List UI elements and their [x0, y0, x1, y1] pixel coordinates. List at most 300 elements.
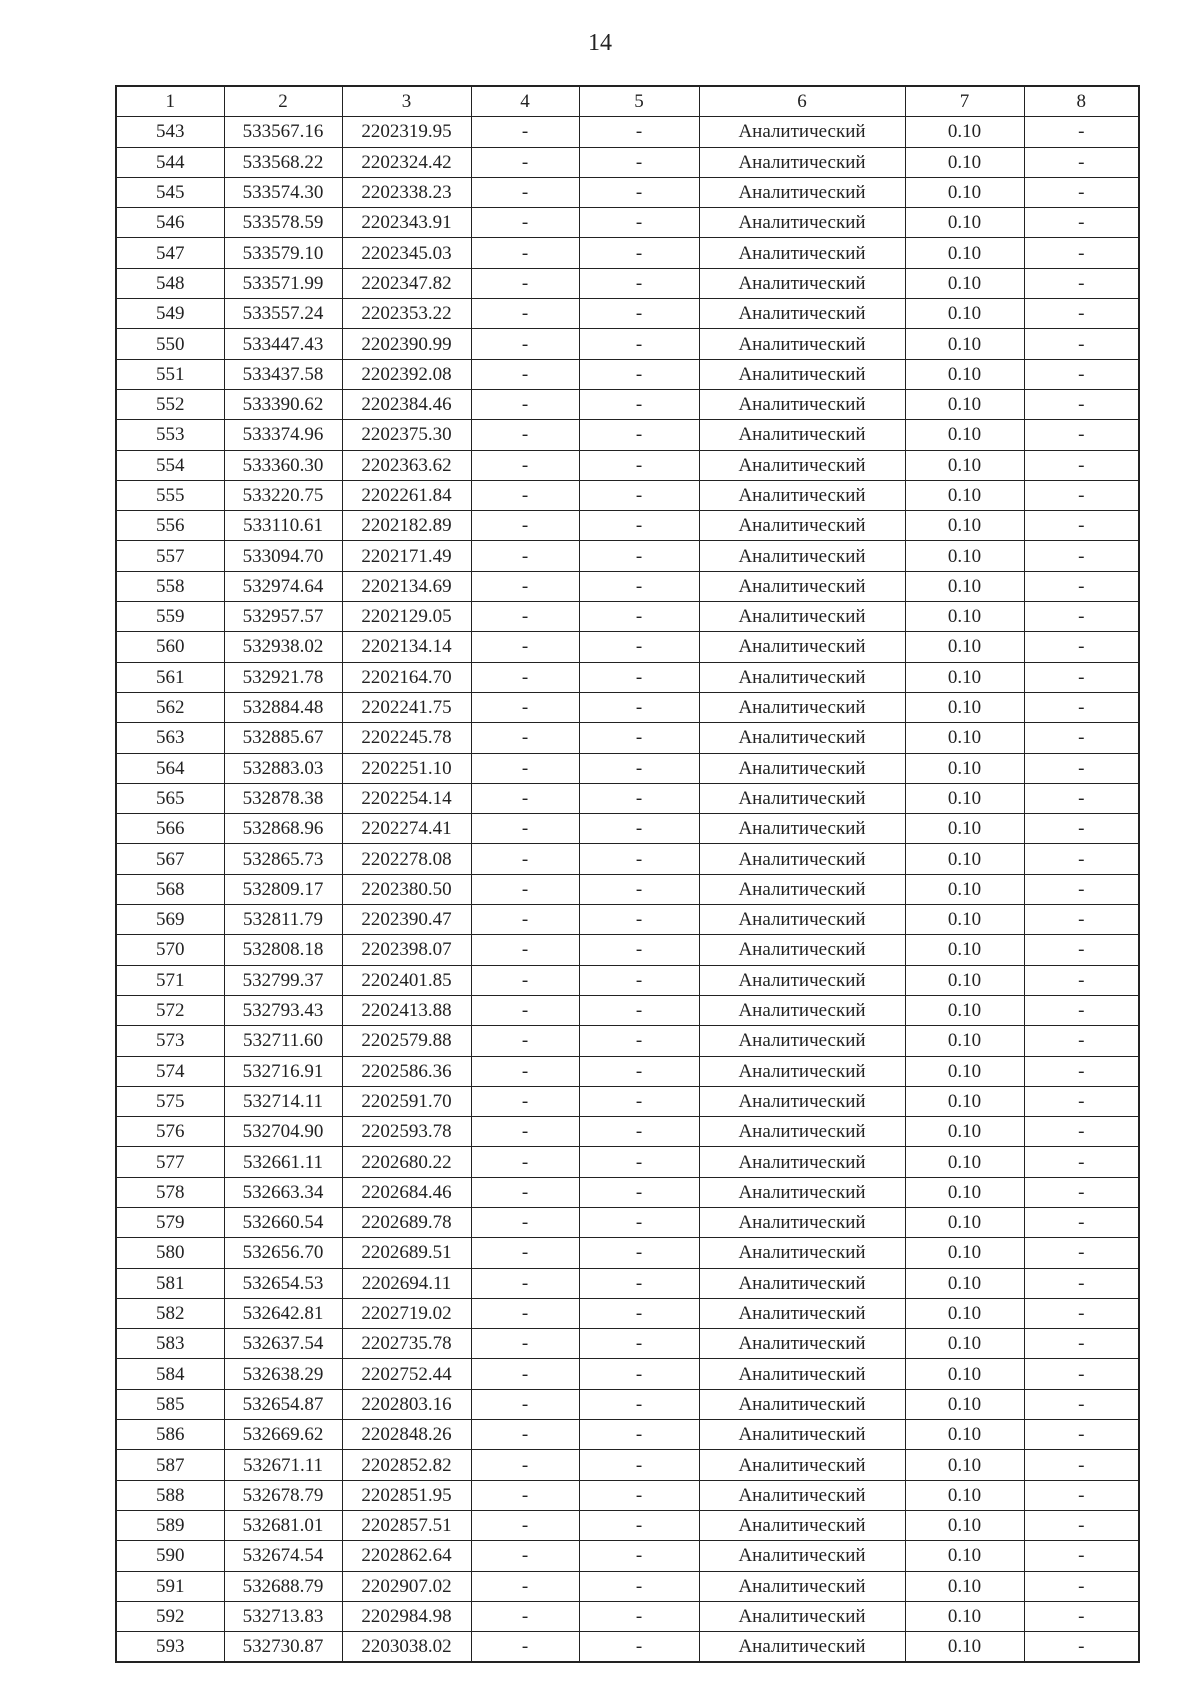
- cell-point-number: 566: [116, 814, 224, 844]
- cell-x-coordinate: 532674.54: [224, 1541, 342, 1571]
- cell-col-4: -: [471, 1420, 579, 1450]
- cell-col-4: -: [471, 783, 579, 813]
- cell-y-coordinate: 2202274.41: [342, 814, 471, 844]
- header-col-2: 2: [224, 86, 342, 117]
- table-row: [116, 511, 1139, 541]
- cell-col-4: -: [471, 1601, 579, 1631]
- cell-col-5: -: [579, 1298, 699, 1328]
- cell-point-number: 548: [116, 268, 224, 298]
- cell-col-4: -: [471, 208, 579, 238]
- cell-col-5: -: [579, 662, 699, 692]
- cell-point-number: 576: [116, 1117, 224, 1147]
- cell-y-coordinate: 2202803.16: [342, 1389, 471, 1419]
- cell-method: Аналитический: [699, 1177, 905, 1207]
- cell-accuracy: 0.10: [905, 844, 1024, 874]
- cell-method: Аналитический: [699, 1389, 905, 1419]
- cell-x-coordinate: 533567.16: [224, 117, 342, 147]
- cell-col-5: -: [579, 420, 699, 450]
- cell-accuracy: 0.10: [905, 117, 1024, 147]
- cell-method: Аналитический: [699, 753, 905, 783]
- cell-method: Аналитический: [699, 1086, 905, 1116]
- cell-point-number: 559: [116, 602, 224, 632]
- cell-x-coordinate: 532865.73: [224, 844, 342, 874]
- cell-x-coordinate: 532654.53: [224, 1268, 342, 1298]
- cell-col-5: -: [579, 753, 699, 783]
- cell-point-number: 575: [116, 1086, 224, 1116]
- cell-point-number: 564: [116, 753, 224, 783]
- cell-col-5: -: [579, 632, 699, 662]
- cell-col-8: -: [1024, 1359, 1139, 1389]
- cell-col-5: -: [579, 1450, 699, 1480]
- cell-method: Аналитический: [699, 329, 905, 359]
- cell-x-coordinate: 532669.62: [224, 1420, 342, 1450]
- cell-col-5: -: [579, 905, 699, 935]
- cell-col-8: -: [1024, 1268, 1139, 1298]
- cell-col-4: -: [471, 268, 579, 298]
- cell-col-4: -: [471, 1632, 579, 1663]
- cell-point-number: 581: [116, 1268, 224, 1298]
- cell-col-8: -: [1024, 511, 1139, 541]
- cell-col-5: -: [579, 965, 699, 995]
- cell-col-8: -: [1024, 480, 1139, 510]
- cell-col-4: -: [471, 1359, 579, 1389]
- cell-method: Аналитический: [699, 935, 905, 965]
- cell-x-coordinate: 533374.96: [224, 420, 342, 450]
- cell-col-5: -: [579, 511, 699, 541]
- cell-x-coordinate: 532793.43: [224, 995, 342, 1025]
- cell-x-coordinate: 532957.57: [224, 602, 342, 632]
- cell-point-number: 591: [116, 1571, 224, 1601]
- cell-accuracy: 0.10: [905, 874, 1024, 904]
- cell-y-coordinate: 2202245.78: [342, 723, 471, 753]
- cell-x-coordinate: 532716.91: [224, 1056, 342, 1086]
- cell-method: Аналитический: [699, 1601, 905, 1631]
- cell-accuracy: 0.10: [905, 1359, 1024, 1389]
- cell-accuracy: 0.10: [905, 905, 1024, 935]
- cell-col-5: -: [579, 389, 699, 419]
- cell-col-5: -: [579, 1541, 699, 1571]
- cell-col-5: -: [579, 995, 699, 1025]
- cell-accuracy: 0.10: [905, 1480, 1024, 1510]
- cell-col-5: -: [579, 1329, 699, 1359]
- cell-y-coordinate: 2202254.14: [342, 783, 471, 813]
- cell-col-8: -: [1024, 874, 1139, 904]
- cell-method: Аналитический: [699, 723, 905, 753]
- table-row: [116, 783, 1139, 813]
- cell-method: Аналитический: [699, 450, 905, 480]
- cell-y-coordinate: 2202392.08: [342, 359, 471, 389]
- cell-y-coordinate: 2202851.95: [342, 1480, 471, 1510]
- cell-method: Аналитический: [699, 238, 905, 268]
- cell-point-number: 585: [116, 1389, 224, 1419]
- cell-y-coordinate: 2202171.49: [342, 541, 471, 571]
- table-row: [116, 602, 1139, 632]
- cell-y-coordinate: 2202129.05: [342, 602, 471, 632]
- cell-x-coordinate: 533110.61: [224, 511, 342, 541]
- cell-col-4: -: [471, 1268, 579, 1298]
- cell-point-number: 572: [116, 995, 224, 1025]
- cell-x-coordinate: 532663.34: [224, 1177, 342, 1207]
- header-col-8: 8: [1024, 86, 1139, 117]
- cell-col-8: -: [1024, 905, 1139, 935]
- cell-col-8: -: [1024, 177, 1139, 207]
- cell-point-number: 562: [116, 692, 224, 722]
- cell-accuracy: 0.10: [905, 147, 1024, 177]
- cell-x-coordinate: 532883.03: [224, 753, 342, 783]
- cell-x-coordinate: 532711.60: [224, 1026, 342, 1056]
- cell-y-coordinate: 2202363.62: [342, 450, 471, 480]
- table-row: [116, 147, 1139, 177]
- cell-col-4: -: [471, 329, 579, 359]
- cell-col-5: -: [579, 359, 699, 389]
- cell-accuracy: 0.10: [905, 1056, 1024, 1086]
- cell-col-8: -: [1024, 389, 1139, 419]
- table-row: [116, 329, 1139, 359]
- cell-x-coordinate: 532714.11: [224, 1086, 342, 1116]
- table-row: [116, 814, 1139, 844]
- cell-accuracy: 0.10: [905, 1177, 1024, 1207]
- cell-col-5: -: [579, 238, 699, 268]
- cell-x-coordinate: 532660.54: [224, 1207, 342, 1237]
- table-row: [116, 874, 1139, 904]
- cell-col-5: -: [579, 268, 699, 298]
- cell-y-coordinate: 2202134.69: [342, 571, 471, 601]
- cell-col-8: -: [1024, 329, 1139, 359]
- cell-x-coordinate: 532730.87: [224, 1632, 342, 1663]
- cell-accuracy: 0.10: [905, 1298, 1024, 1328]
- cell-col-8: -: [1024, 1571, 1139, 1601]
- header-col-3: 3: [342, 86, 471, 117]
- cell-col-5: -: [579, 1510, 699, 1540]
- cell-point-number: 586: [116, 1420, 224, 1450]
- table-row: [116, 753, 1139, 783]
- cell-col-8: -: [1024, 571, 1139, 601]
- header-col-7: 7: [905, 86, 1024, 117]
- cell-x-coordinate: 532885.67: [224, 723, 342, 753]
- cell-y-coordinate: 2202241.75: [342, 692, 471, 722]
- cell-x-coordinate: 532678.79: [224, 1480, 342, 1510]
- cell-accuracy: 0.10: [905, 571, 1024, 601]
- cell-col-5: -: [579, 935, 699, 965]
- cell-point-number: 560: [116, 632, 224, 662]
- cell-method: Аналитический: [699, 1298, 905, 1328]
- table-row: [116, 571, 1139, 601]
- cell-y-coordinate: 2202347.82: [342, 268, 471, 298]
- cell-col-5: -: [579, 1177, 699, 1207]
- cell-col-5: -: [579, 1632, 699, 1663]
- table-row: [116, 359, 1139, 389]
- cell-method: Аналитический: [699, 1207, 905, 1237]
- cell-point-number: 555: [116, 480, 224, 510]
- cell-method: Аналитический: [699, 480, 905, 510]
- cell-col-8: -: [1024, 1601, 1139, 1631]
- cell-col-5: -: [579, 147, 699, 177]
- table-row: [116, 995, 1139, 1025]
- cell-method: Аналитический: [699, 1359, 905, 1389]
- cell-point-number: 546: [116, 208, 224, 238]
- cell-x-coordinate: 532808.18: [224, 935, 342, 965]
- cell-x-coordinate: 533568.22: [224, 147, 342, 177]
- cell-y-coordinate: 2202384.46: [342, 389, 471, 419]
- cell-accuracy: 0.10: [905, 1450, 1024, 1480]
- cell-accuracy: 0.10: [905, 1571, 1024, 1601]
- cell-accuracy: 0.10: [905, 662, 1024, 692]
- cell-accuracy: 0.10: [905, 1601, 1024, 1631]
- cell-col-4: -: [471, 177, 579, 207]
- cell-col-4: -: [471, 874, 579, 904]
- cell-point-number: 573: [116, 1026, 224, 1056]
- cell-col-5: -: [579, 783, 699, 813]
- cell-y-coordinate: 2202390.99: [342, 329, 471, 359]
- cell-point-number: 549: [116, 299, 224, 329]
- cell-y-coordinate: 2202380.50: [342, 874, 471, 904]
- cell-point-number: 580: [116, 1238, 224, 1268]
- cell-col-4: -: [471, 359, 579, 389]
- cell-x-coordinate: 532921.78: [224, 662, 342, 692]
- cell-y-coordinate: 2202684.46: [342, 1177, 471, 1207]
- cell-col-4: -: [471, 541, 579, 571]
- cell-col-8: -: [1024, 238, 1139, 268]
- cell-col-4: -: [471, 389, 579, 419]
- cell-col-5: -: [579, 117, 699, 147]
- cell-y-coordinate: 2202278.08: [342, 844, 471, 874]
- cell-x-coordinate: 532868.96: [224, 814, 342, 844]
- cell-method: Аналитический: [699, 147, 905, 177]
- cell-col-8: -: [1024, 1329, 1139, 1359]
- cell-y-coordinate: 2202390.47: [342, 905, 471, 935]
- cell-x-coordinate: 533220.75: [224, 480, 342, 510]
- cell-col-8: -: [1024, 1510, 1139, 1540]
- table-row: [116, 1601, 1139, 1631]
- cell-accuracy: 0.10: [905, 1086, 1024, 1116]
- cell-method: Аналитический: [699, 117, 905, 147]
- cell-col-4: -: [471, 511, 579, 541]
- cell-col-4: -: [471, 1086, 579, 1116]
- cell-col-4: -: [471, 1117, 579, 1147]
- cell-accuracy: 0.10: [905, 1207, 1024, 1237]
- table-body: [116, 117, 1139, 1663]
- cell-x-coordinate: 532661.11: [224, 1147, 342, 1177]
- cell-method: Аналитический: [699, 1541, 905, 1571]
- cell-col-8: -: [1024, 117, 1139, 147]
- cell-col-4: -: [471, 723, 579, 753]
- cell-col-5: -: [579, 692, 699, 722]
- cell-accuracy: 0.10: [905, 177, 1024, 207]
- cell-x-coordinate: 533437.58: [224, 359, 342, 389]
- cell-accuracy: 0.10: [905, 511, 1024, 541]
- cell-col-8: -: [1024, 1026, 1139, 1056]
- cell-point-number: 553: [116, 420, 224, 450]
- cell-point-number: 577: [116, 1147, 224, 1177]
- cell-col-8: -: [1024, 450, 1139, 480]
- cell-y-coordinate: 2202848.26: [342, 1420, 471, 1450]
- cell-method: Аналитический: [699, 1480, 905, 1510]
- cell-method: Аналитический: [699, 1147, 905, 1177]
- cell-col-8: -: [1024, 420, 1139, 450]
- cell-col-5: -: [579, 450, 699, 480]
- cell-method: Аналитический: [699, 1450, 905, 1480]
- table-row: [116, 1420, 1139, 1450]
- cell-accuracy: 0.10: [905, 1238, 1024, 1268]
- cell-col-8: -: [1024, 1420, 1139, 1450]
- cell-col-8: -: [1024, 359, 1139, 389]
- cell-accuracy: 0.10: [905, 450, 1024, 480]
- cell-point-number: 558: [116, 571, 224, 601]
- cell-col-4: -: [471, 1571, 579, 1601]
- cell-col-8: -: [1024, 1450, 1139, 1480]
- cell-point-number: 590: [116, 1541, 224, 1571]
- cell-point-number: 557: [116, 541, 224, 571]
- cell-x-coordinate: 533578.59: [224, 208, 342, 238]
- cell-method: Аналитический: [699, 420, 905, 450]
- cell-point-number: 574: [116, 1056, 224, 1086]
- cell-col-8: -: [1024, 965, 1139, 995]
- cell-x-coordinate: 533571.99: [224, 268, 342, 298]
- cell-point-number: 568: [116, 874, 224, 904]
- cell-point-number: 543: [116, 117, 224, 147]
- table-row: [116, 1086, 1139, 1116]
- cell-col-8: -: [1024, 783, 1139, 813]
- cell-point-number: 584: [116, 1359, 224, 1389]
- cell-col-8: -: [1024, 995, 1139, 1025]
- cell-col-8: -: [1024, 1298, 1139, 1328]
- cell-point-number: 569: [116, 905, 224, 935]
- cell-x-coordinate: 533390.62: [224, 389, 342, 419]
- table-row: [116, 632, 1139, 662]
- cell-accuracy: 0.10: [905, 389, 1024, 419]
- cell-col-4: -: [471, 147, 579, 177]
- cell-y-coordinate: 2202182.89: [342, 511, 471, 541]
- cell-point-number: 570: [116, 935, 224, 965]
- cell-y-coordinate: 2202345.03: [342, 238, 471, 268]
- cell-method: Аналитический: [699, 874, 905, 904]
- cell-x-coordinate: 533094.70: [224, 541, 342, 571]
- cell-accuracy: 0.10: [905, 723, 1024, 753]
- table-row: [116, 1298, 1139, 1328]
- cell-method: Аналитический: [699, 602, 905, 632]
- cell-col-4: -: [471, 995, 579, 1025]
- cell-method: Аналитический: [699, 1268, 905, 1298]
- cell-point-number: 583: [116, 1329, 224, 1359]
- table-row: [116, 662, 1139, 692]
- cell-method: Аналитический: [699, 662, 905, 692]
- cell-accuracy: 0.10: [905, 965, 1024, 995]
- cell-y-coordinate: 2202984.98: [342, 1601, 471, 1631]
- cell-accuracy: 0.10: [905, 995, 1024, 1025]
- cell-col-5: -: [579, 1359, 699, 1389]
- cell-accuracy: 0.10: [905, 208, 1024, 238]
- cell-col-5: -: [579, 1420, 699, 1450]
- cell-x-coordinate: 532681.01: [224, 1510, 342, 1540]
- cell-y-coordinate: 2202689.78: [342, 1207, 471, 1237]
- cell-method: Аналитический: [699, 359, 905, 389]
- cell-y-coordinate: 2202353.22: [342, 299, 471, 329]
- cell-col-4: -: [471, 844, 579, 874]
- table-row: [116, 1329, 1139, 1359]
- cell-x-coordinate: 532799.37: [224, 965, 342, 995]
- cell-col-5: -: [579, 541, 699, 571]
- cell-y-coordinate: 2202593.78: [342, 1117, 471, 1147]
- cell-col-8: -: [1024, 814, 1139, 844]
- table-row: [116, 541, 1139, 571]
- cell-x-coordinate: 532704.90: [224, 1117, 342, 1147]
- cell-method: Аналитический: [699, 1420, 905, 1450]
- cell-accuracy: 0.10: [905, 783, 1024, 813]
- cell-col-5: -: [579, 571, 699, 601]
- cell-point-number: 587: [116, 1450, 224, 1480]
- cell-col-4: -: [471, 753, 579, 783]
- cell-col-8: -: [1024, 541, 1139, 571]
- cell-y-coordinate: 2202752.44: [342, 1359, 471, 1389]
- cell-col-5: -: [579, 874, 699, 904]
- cell-col-5: -: [579, 1117, 699, 1147]
- table-row: [116, 1268, 1139, 1298]
- cell-point-number: 578: [116, 1177, 224, 1207]
- cell-col-4: -: [471, 1541, 579, 1571]
- cell-point-number: 589: [116, 1510, 224, 1540]
- cell-x-coordinate: 532637.54: [224, 1329, 342, 1359]
- cell-accuracy: 0.10: [905, 238, 1024, 268]
- cell-x-coordinate: 532878.38: [224, 783, 342, 813]
- table-row: [116, 268, 1139, 298]
- cell-col-4: -: [471, 1147, 579, 1177]
- cell-col-8: -: [1024, 723, 1139, 753]
- cell-col-8: -: [1024, 753, 1139, 783]
- cell-accuracy: 0.10: [905, 1268, 1024, 1298]
- cell-col-4: -: [471, 1480, 579, 1510]
- cell-x-coordinate: 532654.87: [224, 1389, 342, 1419]
- cell-y-coordinate: 2202852.82: [342, 1450, 471, 1480]
- cell-x-coordinate: 532671.11: [224, 1450, 342, 1480]
- cell-y-coordinate: 2202579.88: [342, 1026, 471, 1056]
- table-row: [116, 1207, 1139, 1237]
- cell-method: Аналитический: [699, 783, 905, 813]
- cell-point-number: 592: [116, 1601, 224, 1631]
- cell-col-4: -: [471, 1207, 579, 1237]
- cell-col-5: -: [579, 1026, 699, 1056]
- cell-col-4: -: [471, 1298, 579, 1328]
- cell-x-coordinate: 532974.64: [224, 571, 342, 601]
- table-row: [116, 1541, 1139, 1571]
- cell-method: Аналитический: [699, 299, 905, 329]
- cell-col-5: -: [579, 844, 699, 874]
- table-row: [116, 905, 1139, 935]
- cell-col-4: -: [471, 420, 579, 450]
- cell-col-4: -: [471, 935, 579, 965]
- cell-point-number: 547: [116, 238, 224, 268]
- cell-col-8: -: [1024, 692, 1139, 722]
- cell-col-4: -: [471, 238, 579, 268]
- cell-y-coordinate: 2202689.51: [342, 1238, 471, 1268]
- cell-col-8: -: [1024, 1389, 1139, 1419]
- cell-method: Аналитический: [699, 268, 905, 298]
- cell-col-4: -: [471, 692, 579, 722]
- cell-method: Аналитический: [699, 208, 905, 238]
- cell-point-number: 565: [116, 783, 224, 813]
- cell-x-coordinate: 533574.30: [224, 177, 342, 207]
- cell-point-number: 550: [116, 329, 224, 359]
- table-row: [116, 1450, 1139, 1480]
- cell-accuracy: 0.10: [905, 1541, 1024, 1571]
- header-col-1: 1: [116, 86, 224, 117]
- cell-method: Аналитический: [699, 814, 905, 844]
- table-row: [116, 965, 1139, 995]
- cell-col-4: -: [471, 299, 579, 329]
- cell-col-5: -: [579, 1480, 699, 1510]
- cell-col-5: -: [579, 299, 699, 329]
- cell-col-8: -: [1024, 602, 1139, 632]
- cell-col-5: -: [579, 1601, 699, 1631]
